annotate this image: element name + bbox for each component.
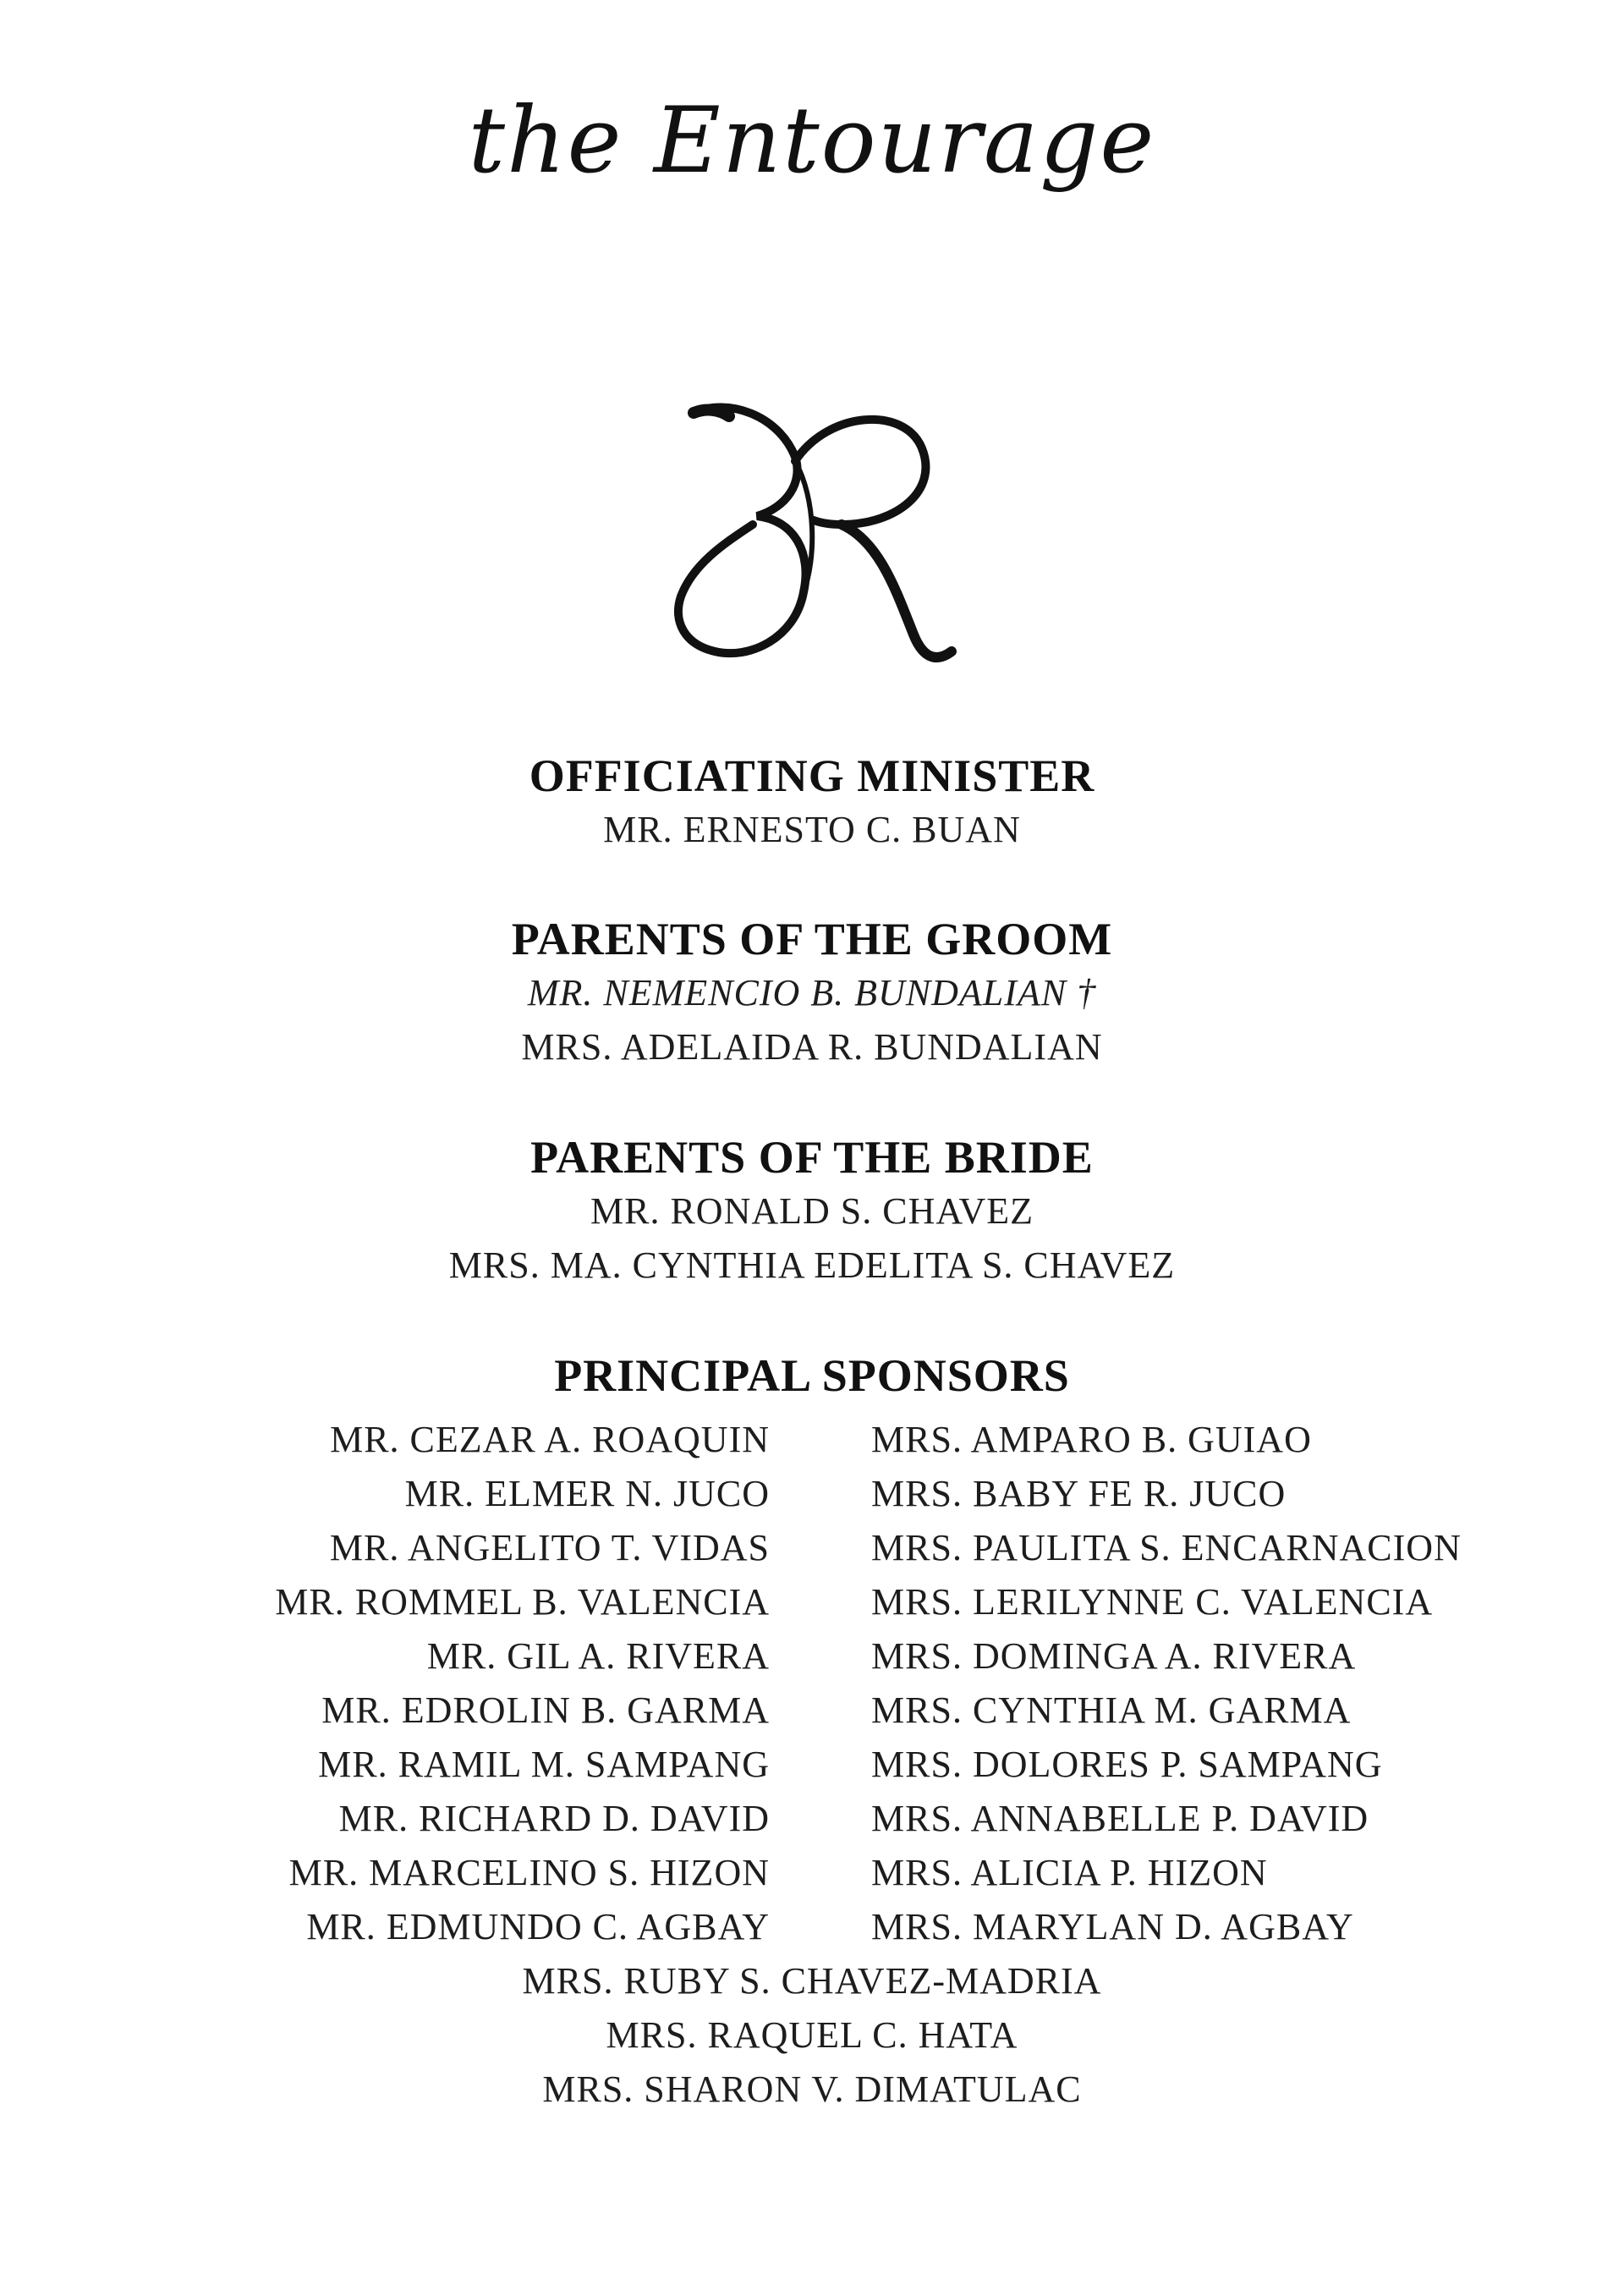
groom-mother-name: MRS. ADELAIDA R. BUNDALIAN [521,1026,1103,1068]
groom-parents-heading: PARENTS OF THE GROOM [511,914,1113,964]
sponsor-left: MR. EDMUNDO C. AGBAY [306,1906,770,1947]
bride-parents-section [0,1130,1624,1293]
sponsors-section [0,1348,1624,1403]
sponsor-left: MR. MARCELINO S. HIZON [288,1852,770,1893]
officiating-section [0,749,1624,857]
sponsor-extra: MRS. RAQUEL C. HATA [606,2014,1018,2056]
sponsor-left: MR. EDROLIN B. GARMA [321,1689,770,1731]
sponsor-right: MRS. AMPARO B. GUIAO [871,1419,1312,1460]
groom-parents-section [0,912,1624,1074]
sponsor-right: MRS. DOLORES P. SAMPANG [871,1744,1383,1785]
sponsor-left: MR. GIL A. RIVERA [426,1635,770,1677]
sponsor-right: MRS. BABY FE R. JUCO [871,1473,1287,1514]
bride-father-name: MR. RONALD S. CHAVEZ [590,1190,1034,1232]
officiating-name: MR. ERNESTO C. BUAN [603,809,1021,850]
sponsors-left-column [275,1413,770,1954]
sponsors-right-column [871,1413,1462,1954]
bride-parents-heading: PARENTS OF THE BRIDE [530,1132,1094,1183]
sponsor-left: MR. ELMER N. JUCO [404,1473,770,1514]
sponsor-right: MRS. DOMINGA A. RIVERA [871,1635,1357,1677]
page-title: the Entourage [468,88,1156,194]
sponsors-heading: PRINCIPAL SPONSORS [554,1350,1070,1401]
officiating-heading: OFFICIATING MINISTER [529,750,1095,801]
sponsors-extra [0,1954,1624,2117]
sponsor-left: MR. RICHARD D. DAVID [338,1798,770,1839]
sponsor-right: MRS. CYNTHIA M. GARMA [871,1689,1352,1731]
sponsor-right: MRS. ALICIA P. HIZON [871,1852,1268,1893]
sponsor-left: MR. RAMIL M. SAMPANG [318,1744,770,1785]
monogram-logo [668,398,964,677]
groom-father-name: MR. NEMENCIO B. BUNDALIAN † [527,972,1097,1013]
sponsor-right: MRS. MARYLAN D. AGBAY [871,1906,1354,1947]
sponsor-right: MRS. LERILYNNE C. VALENCIA [871,1581,1434,1623]
sponsor-left: MR. ANGELITO T. VIDAS [329,1527,770,1568]
bride-mother-name: MRS. MA. CYNTHIA EDELITA S. CHAVEZ [448,1244,1176,1286]
sponsor-extra: MRS. SHARON V. DIMATULAC [542,2068,1082,2110]
sponsor-left: MR. ROMMEL B. VALENCIA [275,1581,770,1623]
sponsor-extra: MRS. RUBY S. CHAVEZ-MADRIA [522,1960,1102,2002]
sponsor-right: MRS. ANNABELLE P. DAVID [871,1798,1369,1839]
sponsor-left: MR. CEZAR A. ROAQUIN [330,1419,770,1460]
sponsor-right: MRS. PAULITA S. ENCARNACION [871,1527,1462,1568]
